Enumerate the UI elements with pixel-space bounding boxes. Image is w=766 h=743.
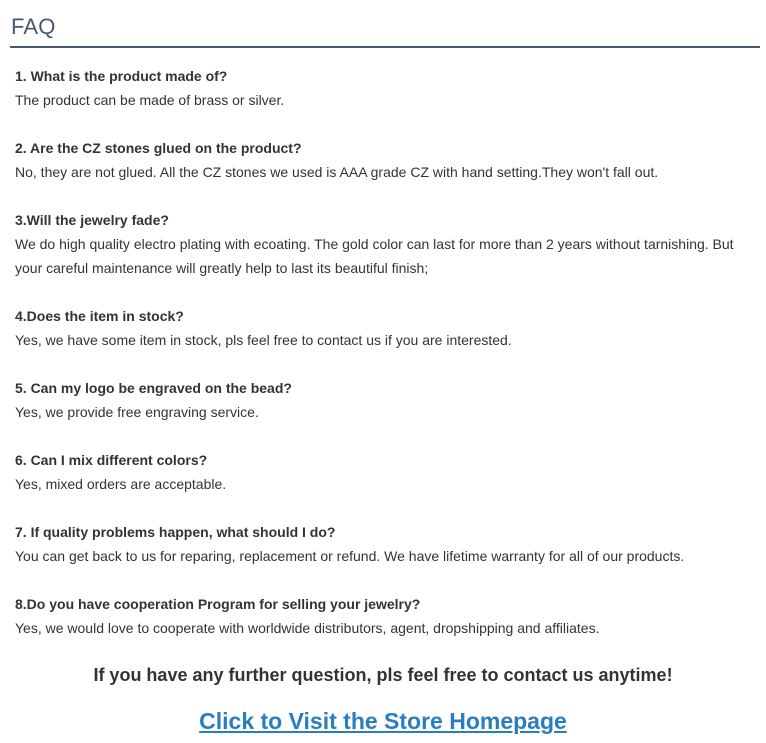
faq-answer: No, they are not glued. All the CZ stones we used is AAA grade CZ with hand setting.They won't fall out. [15,164,659,180]
faq-question: 8.Do you have cooperation Program for selling your jewelry? [15,596,421,612]
faq-question: 5. Can my logo be engraved on the bead? [15,380,292,396]
faq-answer: Yes, mixed orders are acceptable. [15,476,227,492]
faq-item-1 [15,64,755,112]
faq-question: 4.Does the item in stock? [15,308,184,324]
faq-question: 6. Can I mix different colors? [15,452,208,468]
faq-answer: You can get back to us for reparing, replacement or refund. We have lifetime warranty for all of our products. [15,548,685,564]
faq-answer: We do high quality electro plating with ecoating. The gold color can last for more than 2 years without tarnishing. But your careful maintenance will greatly help to last its beautiful finish; [15,236,734,276]
faq-answer: The product can be made of brass or silver. [15,92,285,108]
faq-answer: Yes, we have some item in stock, pls feel free to contact us if you are interested. [15,332,512,348]
faq-item-7 [15,520,755,568]
faq-question: 1. What is the product made of? [15,68,228,84]
faq-item-4 [15,304,755,352]
store-homepage-link[interactable]: Click to Visit the Store Homepage [199,708,567,734]
faq-item-3 [15,208,755,280]
faq-question: 3.Will the jewelry fade? [15,212,169,228]
faq-question: 2. Are the CZ stones glued on the product? [15,140,302,156]
faq-header [10,10,760,48]
faq-item-6 [15,448,755,496]
faq-list [15,64,755,664]
faq-answer: Yes, we would love to cooperate with worldwide distributors, agent, dropshipping and affiliates. [15,620,600,636]
page-title: FAQ [11,14,56,39]
closing-message: If you have any further question, pls feel free to contact us anytime! [93,665,673,685]
faq-question: 7. If quality problems happen, what should I do? [15,524,336,540]
faq-answer: Yes, we provide free engraving service. [15,404,259,420]
faq-item-5 [15,376,755,424]
faq-item-2 [15,136,755,184]
store-link-container [0,706,766,736]
faq-item-8 [15,592,755,640]
